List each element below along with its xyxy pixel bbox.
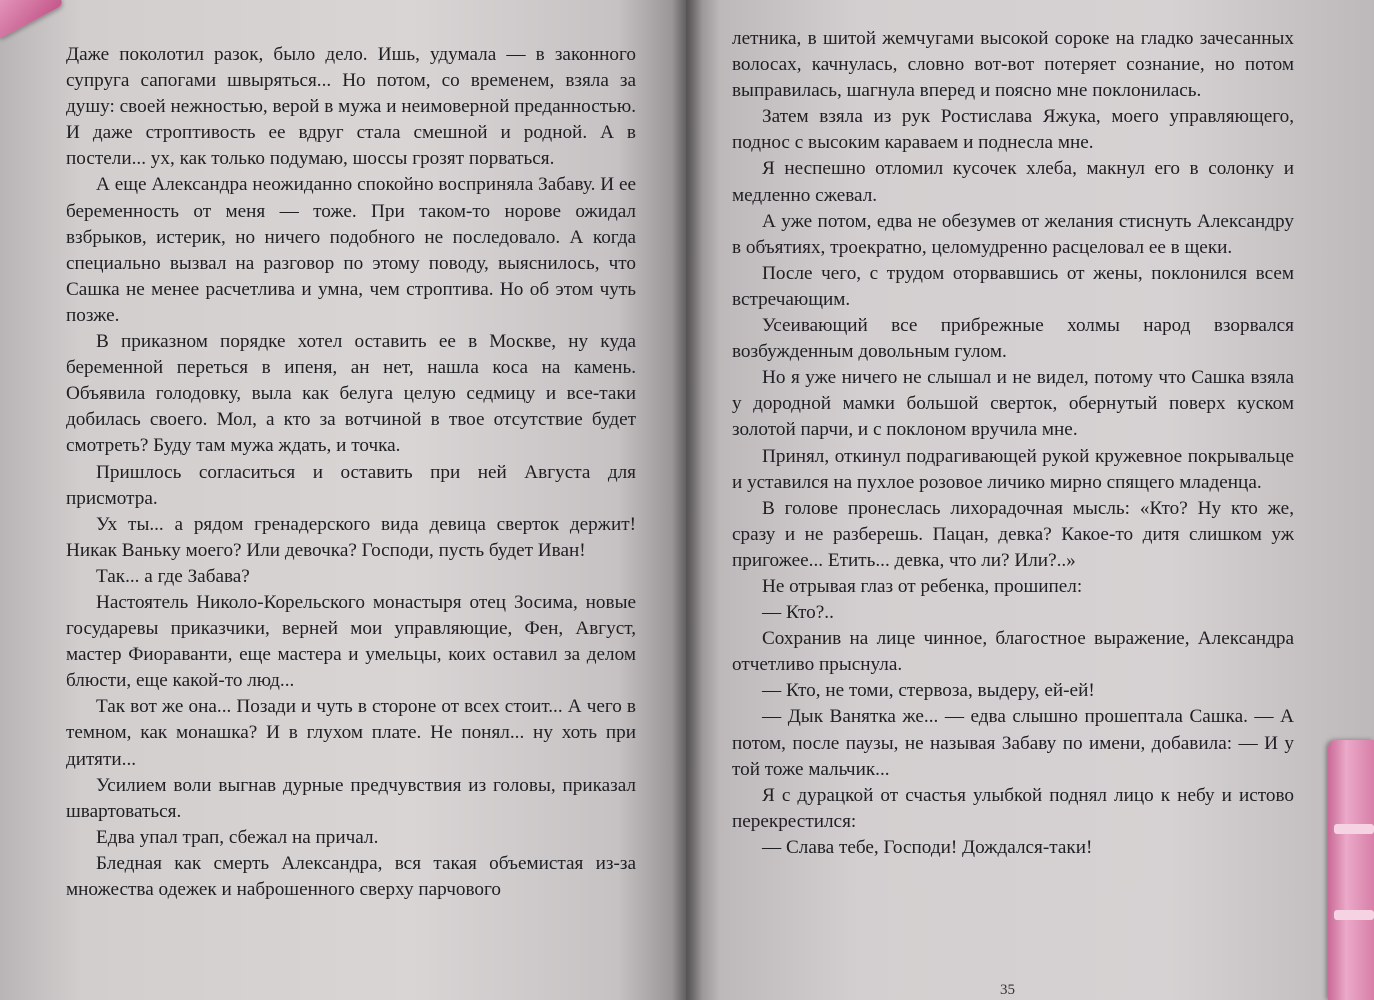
bookmark-band: [1334, 910, 1374, 920]
bookmark-clip: [1328, 740, 1374, 1000]
paragraph: Но я уже ничего не слышал и не видел, потому что Сашка взяла у дородной мамки большой сверток, обернутый поверх куском золотой парчи, и с поклоном вручила мне.: [732, 367, 1294, 441]
paragraph: А уже потом, едва не обезумев от желания стиснуть Александру в объятиях, троекратно, целомудренно расцеловал ее в щеки.: [732, 210, 1294, 258]
paragraph: Я с дурацкой от счастья улыбкой поднял лицо к небу и истово перекрестился:: [732, 784, 1294, 832]
paragraph: Так вот же она... Позади и чуть в стороне от всех стоит... А чего в темном, как монашка? И в глухом плате. Не понял... ну хоть при дитяти...: [66, 696, 636, 770]
paragraph: летника, в шитой жемчугами высокой сороке на гладко зачесанных волосах, качнулась, словно вот-вот потеряет сознание, но потом выправилась, шагнула вперед и поясно мне поклонилась.: [732, 28, 1294, 102]
right-page-text: [732, 26, 1294, 861]
page-number: 35: [1000, 982, 1015, 998]
paragraph: Принял, откинул подрагивающей рукой кружевное покрывальце и уставился на пухлое розовое личико мирно спящего младенца.: [732, 445, 1294, 493]
left-page: [0, 0, 686, 1000]
left-page-text: [66, 42, 636, 903]
paragraph: Затем взяла из рук Ростислава Яжука, моего управляющего, поднос с высоким караваем и поднесла мне.: [732, 106, 1294, 154]
paragraph: Усилием воли выгнав дурные предчувствия из головы, приказал швартоваться.: [66, 774, 636, 822]
paragraph: Бледная как смерть Александра, вся такая объемистая из-за множества одежек и наброшенного сверху парчового: [66, 852, 636, 900]
paragraph: А еще Александра неожиданно спокойно восприняла Забаву. И ее беременность от меня — тоже. При таком-то норове ожидал взбрыков, истерик, но ничего подобного не последовало. А когда специально вызвал на разговор по этому поводу, выяснилось, что Сашка не менее расчетлива и умна, чем строптива. Но об этом чуть позже.: [66, 174, 636, 326]
paragraph: — Слава тебе, Господи! Дождался-таки!: [762, 836, 1093, 858]
paragraph: Едва упал трап, сбежал на причал.: [96, 826, 379, 848]
right-page: [686, 0, 1374, 1000]
paragraph: Пришлось согласиться и оставить при ней Августа для присмотра.: [66, 461, 636, 509]
paragraph: Усеивающий все прибрежные холмы народ взорвался возбужденным довольным гулом.: [732, 315, 1294, 363]
paragraph: — Кто?..: [762, 602, 834, 624]
paragraph: Настоятель Николо-Корельского монастыря отец Зосима, новые государевы приказчики, верней мои управляющие, Фен, Август, мастер Фиораванти, еще мастера и умельцы, коих оставил за делом блюсти, еще какой-то люд...: [66, 591, 636, 692]
paragraph: Сохранив на лице чинное, благостное выражение, Александра отчетливо прыснула.: [732, 628, 1294, 676]
paragraph: В голове пронеслась лихорадочная мысль: «Кто? Ну кто же, сразу и не разберешь. Пацан, девка? Какое-то дитя слишком уж пригожее... Етить... девка, что ли? Или?..»: [732, 497, 1294, 571]
paragraph: Я неспешно отломил кусочек хлеба, макнул его в солонку и медленно сжевал.: [732, 158, 1294, 206]
paragraph: Так... а где Забава?: [96, 565, 250, 587]
paragraph: После чего, с трудом оторвавшись от жены, поклонился всем встречающим.: [732, 262, 1294, 310]
paragraph: Ух ты... а рядом гренадерского вида девица сверток держит! Никак Ваньку моего? Или девочка? Господи, пусть будет Иван!: [66, 513, 636, 561]
paragraph: Не отрывая глаз от ребенка, прошипел:: [762, 575, 1083, 597]
bookmark-band: [1334, 824, 1374, 834]
paragraph: Даже поколотил разок, было дело. Ишь, удумала — в законного супруга сапогами швыряться... Но потом, со временем, взяла за душу: своей нежностью, верой в мужа и неимоверной преданностью. И даже строптивость ее вдруг стала смешной и родной. А в постели... ух, как только подумаю, шоссы грозят порваться.: [66, 44, 636, 170]
paragraph: В приказном порядке хотел оставить ее в Москве, ну куда беременной переться в ипеня, ан нет, нашла коса на камень. Объявила голодовку, выла как белуга целую седмицу и все-таки добилась своего. Мол, а кто за вотчиной в твое отсутствие будет смотреть? Буду там мужа ждать, и точка.: [66, 331, 636, 457]
paragraph: — Дык Ванятка же... — едва слышно прошептала Сашка. — А потом, после паузы, не называя Забаву по имени, добавила: — И у той тоже мальчик...: [732, 706, 1294, 780]
book-gutter: [672, 0, 702, 1000]
paragraph: — Кто, не томи, стервоза, выдеру, ей-ей!: [762, 680, 1095, 702]
